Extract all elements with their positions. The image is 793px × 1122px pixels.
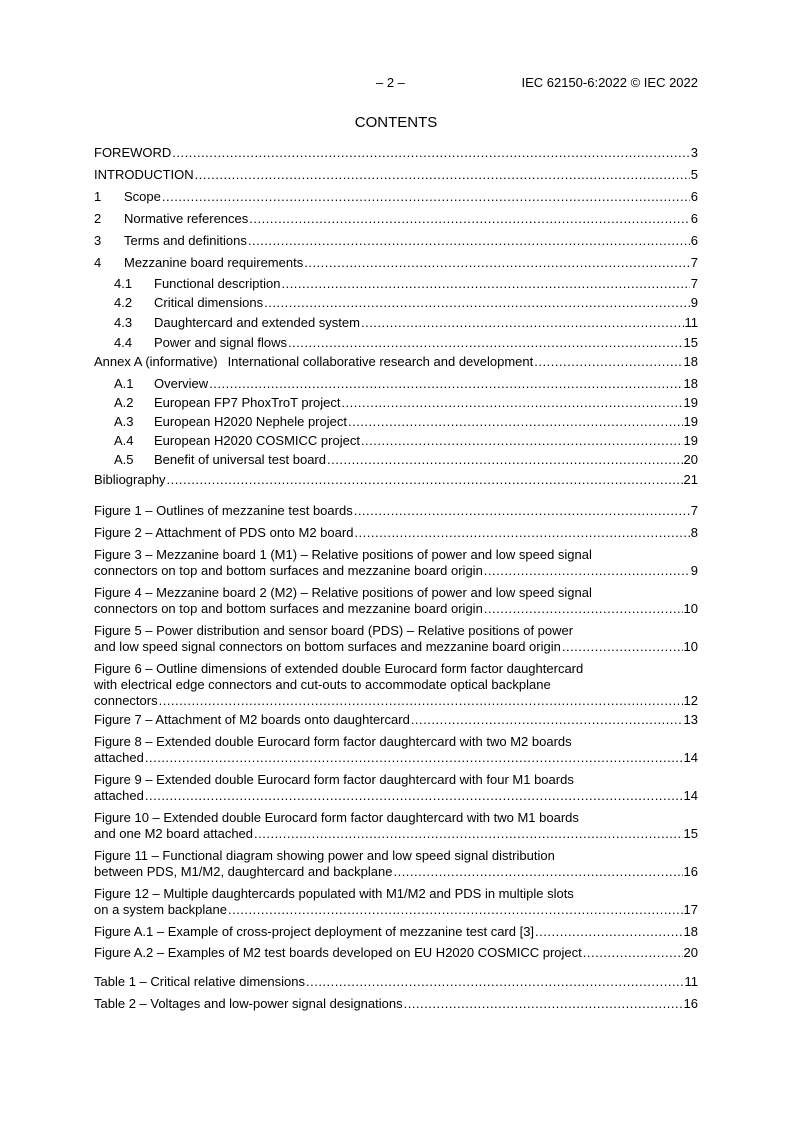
dot-leader: [341, 395, 682, 411]
dot-leader: [172, 145, 689, 161]
toc-entry[interactable]: [94, 211, 698, 227]
toc-entry[interactable]: [94, 354, 698, 370]
figure-entry-text: Figure 7 – Attachment of M2 boards onto daughtercard: [94, 712, 410, 727]
toc-entry-page: 19: [683, 395, 698, 410]
toc-entry[interactable]: [94, 335, 698, 351]
dot-leader: [254, 826, 683, 842]
toc-entry-number: 2: [94, 211, 102, 226]
figure-entry-page: 16: [683, 864, 698, 879]
figure-entry[interactable]: [94, 945, 698, 961]
figure-entry-text: Figure 9 – Extended double Eurocard form factor daughtercard with four M1 boards: [94, 772, 574, 787]
figure-entry-text: on a system backplane: [94, 902, 227, 917]
figure-entry-text: Figure 2 – Attachment of PDS onto M2 board: [94, 525, 354, 540]
toc-entry[interactable]: [94, 233, 698, 249]
figure-entry[interactable]: [94, 503, 698, 519]
table-entry-page: 16: [683, 996, 698, 1011]
toc-entry-title: Benefit of universal test board: [154, 452, 326, 467]
toc-entry-title: European H2020 Nephele project: [154, 414, 347, 429]
toc-entry-number: A.5: [114, 452, 134, 467]
toc-entry-title: Functional description: [154, 276, 281, 291]
figure-entry-text: attached: [94, 788, 144, 803]
toc-entry-page: 19: [683, 414, 698, 429]
toc-entry-title: Normative references: [124, 211, 249, 226]
figure-entry-text: and low speed signal connectors on bottom surfaces and mezzanine board origin: [94, 639, 561, 654]
toc-entry-number: 4: [94, 255, 102, 270]
toc-entry-page: 3: [690, 145, 698, 160]
figure-entry-text: Figure 10 – Extended double Eurocard form factor daughtercard with two M1 boards: [94, 810, 579, 825]
toc-entry-number: 4.3: [114, 315, 133, 330]
toc-entry-number: Annex A (informative): [94, 354, 218, 369]
dot-leader: [411, 712, 683, 728]
page-number: – 2 –: [376, 75, 405, 90]
dot-leader: [354, 503, 690, 519]
toc-entry[interactable]: [94, 189, 698, 205]
figure-entry[interactable]: [94, 810, 698, 842]
dot-leader: [162, 189, 690, 205]
toc-entry-page: 7: [690, 276, 698, 291]
dot-leader: [562, 639, 683, 655]
figure-entry[interactable]: [94, 772, 698, 804]
dot-leader: [354, 525, 689, 541]
toc-entry[interactable]: [94, 167, 698, 183]
table-entry[interactable]: [94, 996, 698, 1012]
figure-entry[interactable]: [94, 924, 698, 940]
toc-entry-page: 18: [683, 354, 698, 369]
figure-entry-text: Figure A.1 – Example of cross-project deployment of mezzanine test card [3]: [94, 924, 535, 939]
toc-entry-number: 1: [94, 189, 102, 204]
toc-entry-page: 5: [690, 167, 698, 182]
table-entry-text: Table 1 – Critical relative dimensions: [94, 974, 305, 989]
figure-entry[interactable]: [94, 712, 698, 728]
figure-entry-page: 7: [690, 503, 698, 518]
figure-entry-text: Figure 4 – Mezzanine board 2 (M2) – Relative positions of power and low speed signal: [94, 585, 592, 600]
toc-entry-page: 15: [683, 335, 698, 350]
dot-leader: [393, 864, 682, 880]
figure-entry[interactable]: [94, 848, 698, 880]
figure-entry-text: Figure A.2 – Examples of M2 test boards developed on EU H2020 COSMICC project: [94, 945, 582, 960]
figure-entry[interactable]: [94, 585, 698, 617]
figure-entry-page: 17: [683, 902, 698, 917]
toc-entry-page: 11: [684, 315, 698, 330]
figure-entry-text: attached: [94, 750, 144, 765]
dot-leader: [361, 315, 684, 331]
toc-entry-page: 6: [690, 233, 698, 248]
toc-entry-page: 19: [683, 433, 698, 448]
figure-entry-page: 14: [683, 750, 698, 765]
toc-entry-page: 9: [690, 295, 698, 310]
toc-entry-title: Daughtercard and extended system: [154, 315, 360, 330]
figure-entry-text: with electrical edge connectors and cut-outs to accommodate optical backplane: [94, 677, 551, 692]
toc-entry-title: FOREWORD: [94, 145, 172, 160]
dot-leader: [145, 788, 683, 804]
table-entry[interactable]: [94, 974, 698, 990]
figure-entry-text: Figure 8 – Extended double Eurocard form factor daughtercard with two M2 boards: [94, 734, 572, 749]
toc-entry-number: A.3: [114, 414, 134, 429]
dot-leader: [484, 563, 690, 579]
page-header: [94, 75, 698, 93]
figure-entry-text: connectors on top and bottom surfaces and mezzanine board origin: [94, 563, 483, 578]
figure-entry-page: 12: [683, 693, 698, 708]
toc-entry-page: 7: [690, 255, 698, 270]
dot-leader: [264, 295, 690, 311]
toc-entry[interactable]: [94, 376, 698, 392]
figure-entry-page: 15: [683, 826, 698, 841]
toc-entry[interactable]: [94, 472, 698, 488]
toc-entry-title: European FP7 PhoxTroT project: [154, 395, 341, 410]
figure-entry-text: Figure 6 – Outline dimensions of extended double Eurocard form factor daughtercard: [94, 661, 584, 676]
dot-leader: [145, 750, 683, 766]
figure-entry-page: 13: [683, 712, 698, 727]
standard-identifier: IEC 62150-6:2022 © IEC 2022: [521, 75, 698, 90]
toc-entry-page: 6: [690, 211, 698, 226]
figure-entry-text: between PDS, M1/M2, daughtercard and backplane: [94, 864, 393, 879]
toc-entry[interactable]: [94, 295, 698, 311]
figure-entry-page: 10: [683, 601, 698, 616]
figure-entry[interactable]: [94, 734, 698, 766]
toc-entry[interactable]: [94, 145, 698, 161]
toc-entry-title: Mezzanine board requirements: [124, 255, 304, 270]
contents-title: CONTENTS: [354, 114, 438, 131]
toc-entry-page: 21: [683, 472, 698, 487]
figure-entry[interactable]: [94, 547, 698, 579]
figure-entry[interactable]: [94, 525, 698, 541]
figure-entry-page: 8: [690, 525, 698, 540]
toc-entry-number: 4.2: [114, 295, 133, 310]
toc-entry[interactable]: [94, 315, 698, 331]
toc-entry-number: A.2: [114, 395, 134, 410]
figure-entry-page: 18: [683, 924, 698, 939]
toc-entry-page: 18: [683, 376, 698, 391]
toc-entry[interactable]: [94, 395, 698, 411]
toc-entry-number: 4.1: [114, 276, 133, 291]
figure-entry-text: Figure 11 – Functional diagram showing power and low speed signal distribution: [94, 848, 555, 863]
figure-entry-page: 9: [690, 563, 698, 578]
figure-entry-text: connectors on top and bottom surfaces and mezzanine board origin: [94, 601, 483, 616]
dot-leader: [306, 974, 684, 990]
dot-leader: [327, 452, 683, 468]
dot-leader: [167, 472, 683, 488]
toc-entry-number: 4.4: [114, 335, 133, 350]
toc-entry-title: INTRODUCTION: [94, 167, 194, 182]
toc-entry-title: Scope: [124, 189, 161, 204]
dot-leader: [249, 211, 689, 227]
dot-leader: [209, 376, 682, 392]
figure-entry-text: connectors: [94, 693, 158, 708]
dot-leader: [361, 433, 683, 449]
toc-entry-title: Power and signal flows: [154, 335, 287, 350]
toc-entry-title: International collaborative research and development: [227, 354, 534, 369]
dot-leader: [583, 945, 683, 961]
toc-entry[interactable]: [94, 433, 698, 449]
table-entry-page: 11: [684, 974, 698, 989]
figure-entry[interactable]: [94, 623, 698, 655]
dot-leader: [288, 335, 683, 351]
dot-leader: [404, 996, 683, 1012]
toc-entry[interactable]: [94, 452, 698, 468]
toc-entry-title: Overview: [154, 376, 209, 391]
toc-entry-page: 20: [683, 452, 698, 467]
dot-leader: [159, 693, 683, 709]
dot-leader: [304, 255, 690, 271]
figure-entry-page: 20: [683, 945, 698, 960]
dot-leader: [248, 233, 690, 249]
figure-entry[interactable]: [94, 886, 698, 918]
dot-leader: [228, 902, 683, 918]
toc-entry-number: A.4: [114, 433, 134, 448]
toc-entry[interactable]: [94, 414, 698, 430]
toc-entry-title: Critical dimensions: [154, 295, 264, 310]
toc-entry-number: A.1: [114, 376, 134, 391]
figure-entry-text: and one M2 board attached: [94, 826, 254, 841]
toc-entry-title: Bibliography: [94, 472, 166, 487]
toc-entry-title: European H2020 COSMICC project: [154, 433, 360, 448]
figure-entry-text: Figure 3 – Mezzanine board 1 (M1) – Relative positions of power and low speed signal: [94, 547, 592, 562]
dot-leader: [484, 601, 683, 617]
toc-entry-page: 6: [690, 189, 698, 204]
dot-leader: [348, 414, 683, 430]
table-entry-text: Table 2 – Voltages and low-power signal designations: [94, 996, 403, 1011]
toc-entry-number: 3: [94, 233, 102, 248]
toc-entry[interactable]: [94, 255, 698, 271]
dot-leader: [535, 924, 682, 940]
figure-entry-page: 14: [683, 788, 698, 803]
dot-leader: [281, 276, 689, 292]
toc-entry-title: Terms and definitions: [124, 233, 247, 248]
dot-leader: [195, 167, 690, 183]
figure-entry-text: Figure 5 – Power distribution and sensor board (PDS) – Relative positions of power: [94, 623, 574, 638]
dot-leader: [534, 354, 682, 370]
figure-entry[interactable]: [94, 661, 698, 709]
figure-entry-page: 10: [683, 639, 698, 654]
figure-entry-text: Figure 1 – Outlines of mezzanine test boards: [94, 503, 353, 518]
toc-entry[interactable]: [94, 276, 698, 292]
figure-entry-text: Figure 12 – Multiple daughtercards populated with M1/M2 and PDS in multiple slots: [94, 886, 574, 901]
